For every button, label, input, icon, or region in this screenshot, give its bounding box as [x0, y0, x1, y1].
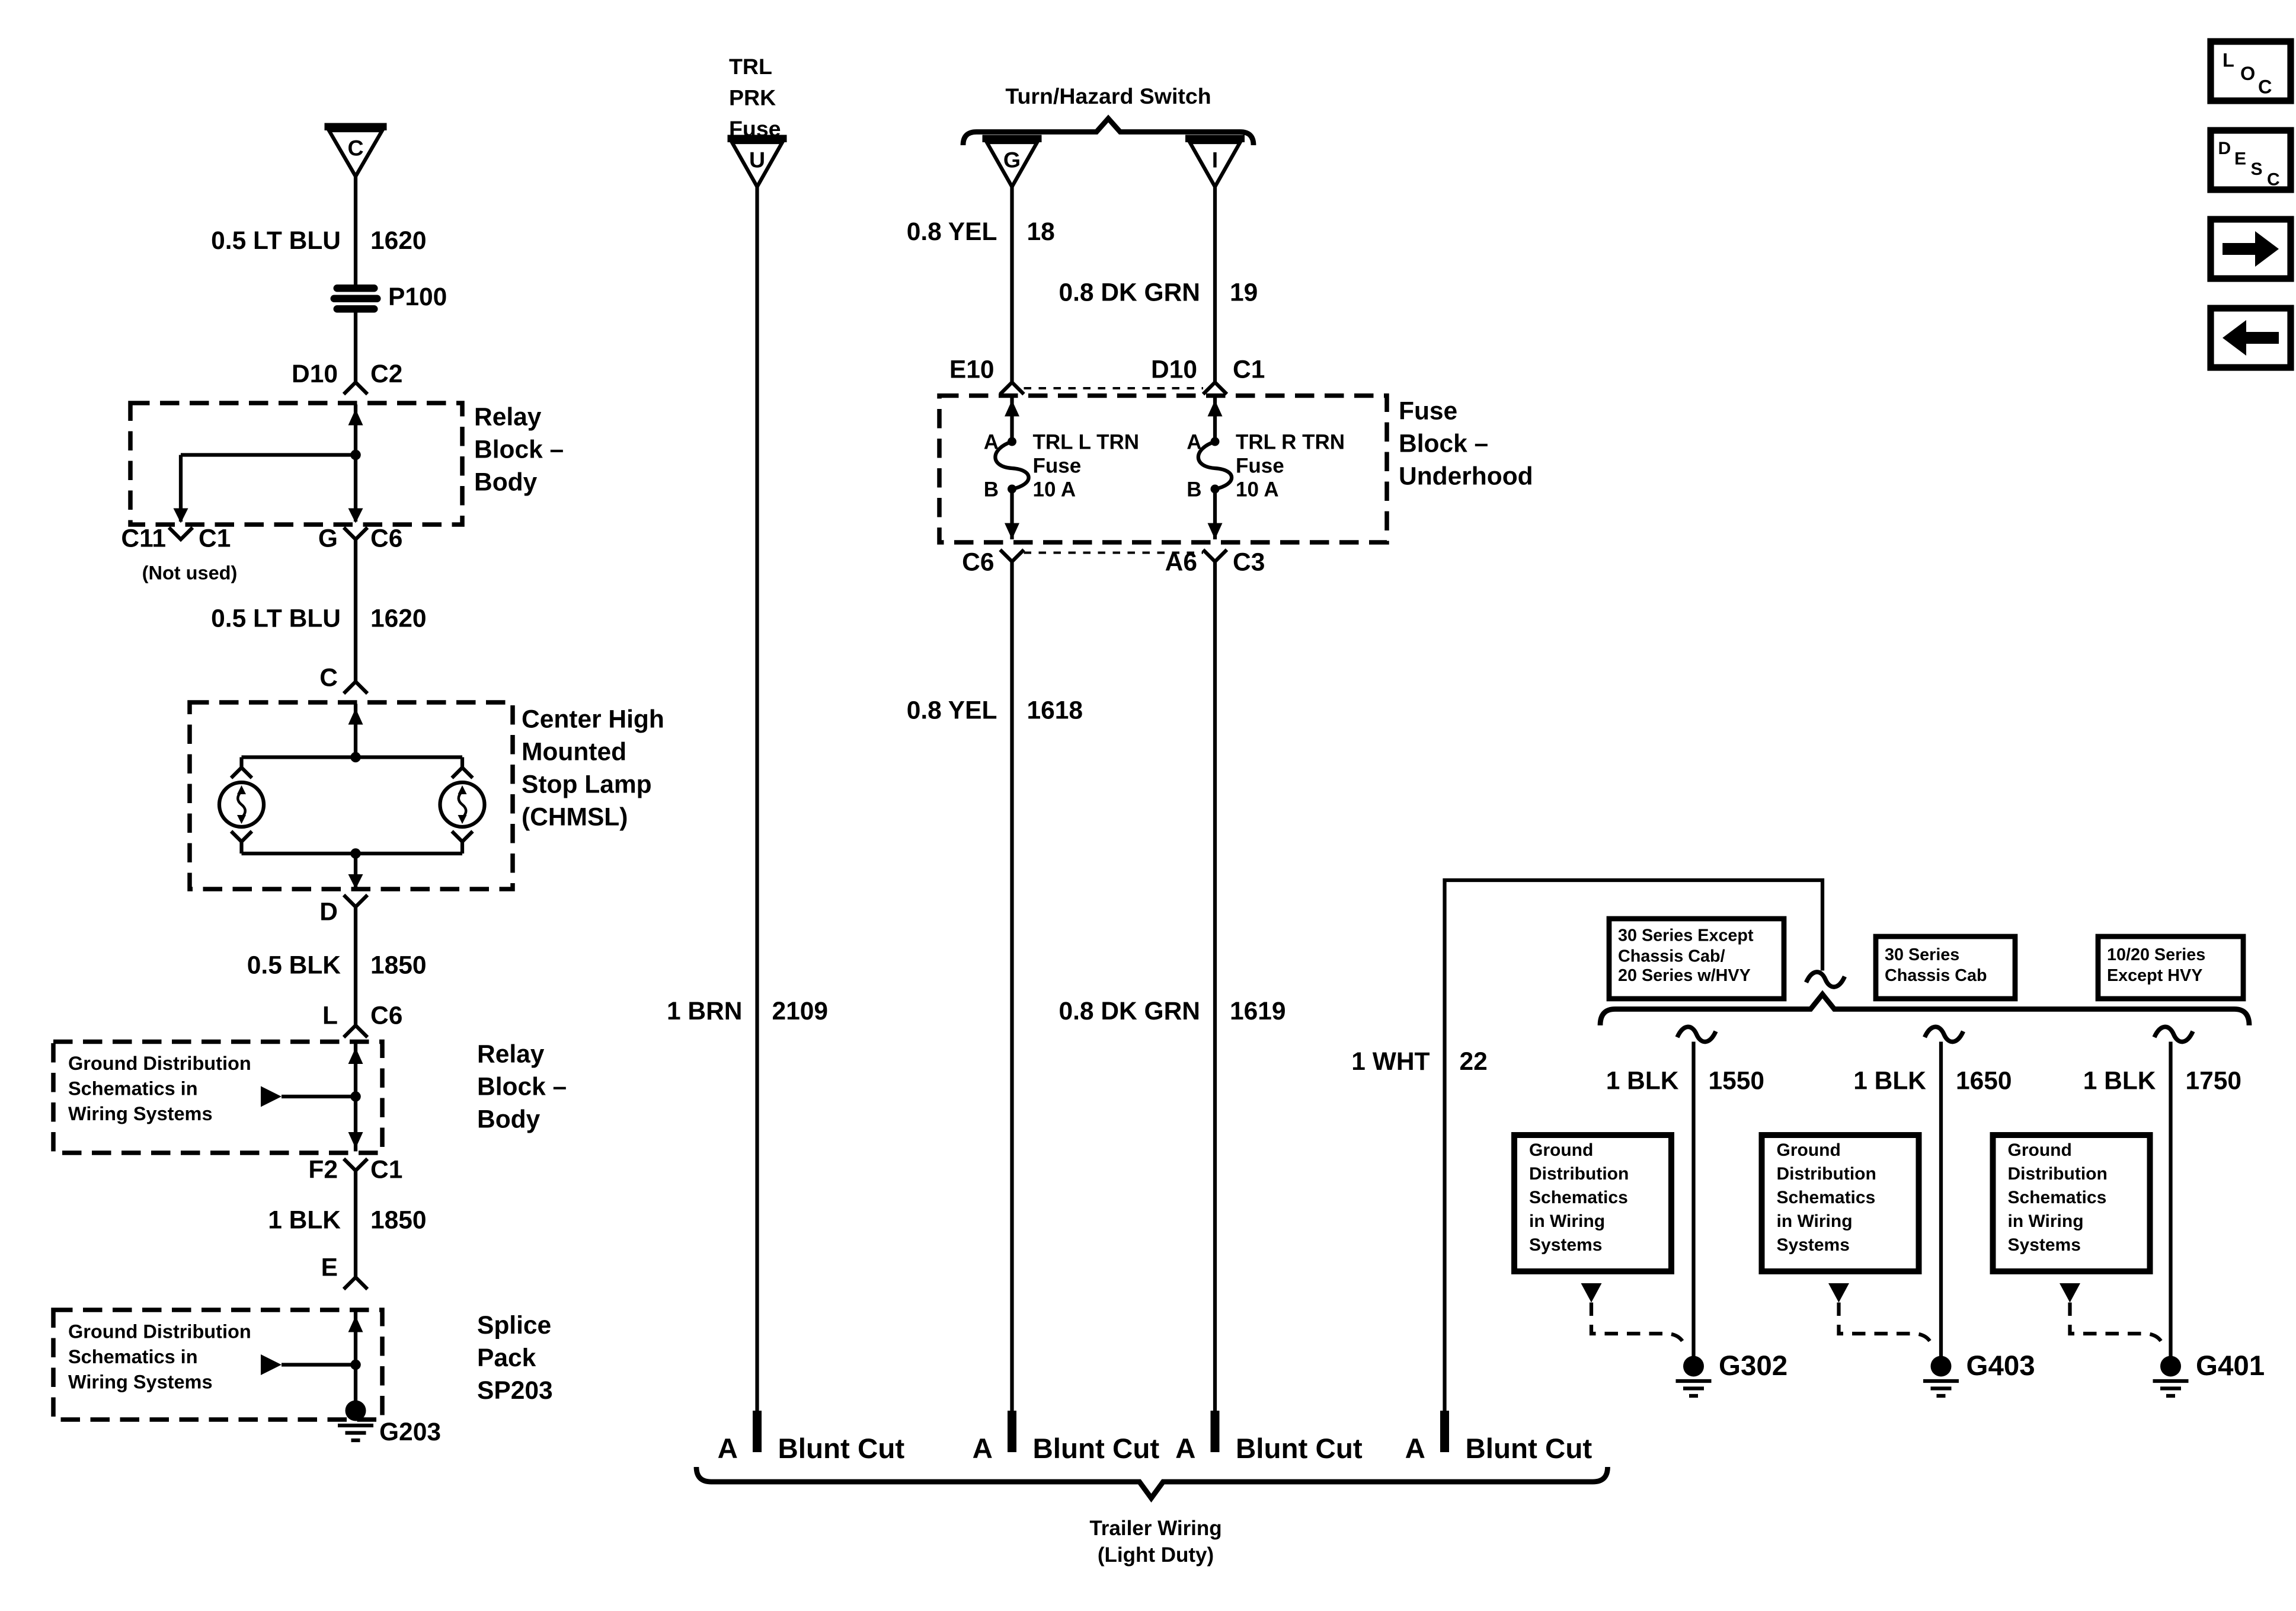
connector-chevron-icon [344, 1159, 367, 1171]
ground-ref-line: Distribution [1529, 1163, 1629, 1184]
pin-label: E10 [949, 356, 994, 384]
connector-chevron-icon [344, 1025, 367, 1037]
nav-buttons [2211, 41, 2291, 367]
wire-color-label: 1 BRN [666, 997, 743, 1025]
pin-label: D10 [292, 360, 338, 388]
left-chain [53, 123, 513, 1441]
wire-color-label: 1 BLK [268, 1206, 341, 1235]
p100-label: P100 [388, 283, 447, 311]
wire-color-label: 0.5 LT BLU [211, 226, 341, 255]
arrow-down-icon [348, 1132, 363, 1149]
connector-c-label: C [347, 136, 364, 162]
connector-chevron-icon [344, 1277, 367, 1289]
wire-color-label: 0.8 DK GRN [1059, 997, 1200, 1025]
arrow-down-icon [348, 509, 363, 523]
fuse-pin-label: A [1187, 430, 1202, 453]
ground-ref-line: Wiring Systems [68, 1102, 213, 1125]
fuse-desc-line: Fuse [1236, 453, 1284, 477]
circuit-number: 1550 [1708, 1067, 1765, 1095]
ground-symbol-g403 [1923, 1356, 1959, 1396]
ref-arrow-down-icon [1581, 1283, 1602, 1303]
pin-label: L [322, 1002, 338, 1030]
loc-button-letter[interactable]: C [2258, 75, 2272, 98]
ref-arrow-down-icon [1828, 1283, 1849, 1303]
circuit-number: 1850 [370, 1206, 427, 1235]
break-squiggle-icon [2154, 1027, 2193, 1041]
blunt-cut-label: Blunt Cut [1032, 1434, 1160, 1466]
desc-button-letter[interactable]: C [2267, 169, 2280, 190]
wire-color-label: 0.5 LT BLU [211, 605, 341, 633]
connector-chevron-icon [1000, 382, 1024, 394]
series-box-line: 30 Series [1885, 947, 1960, 965]
fuse-block-label: Fuse [1399, 397, 1458, 426]
splice-pack-label: Splice [477, 1311, 552, 1340]
ground-ref-line: Ground [1776, 1139, 1841, 1161]
relay-block-label: Relay [477, 1040, 545, 1069]
wire-color-label: 0.5 BLK [247, 951, 341, 980]
fuse-name-line: Fuse [729, 117, 781, 142]
blunt-cut-bar-icon [753, 1411, 762, 1452]
fuse-name-line: PRK [729, 86, 776, 111]
wire-color-label: 1 BLK [1606, 1067, 1679, 1095]
fuse-pin-label: A [983, 430, 999, 453]
fuse-pin-label: B [1187, 477, 1202, 501]
desc-button-letter[interactable]: E [2234, 148, 2247, 169]
pin-label: A6 [1165, 548, 1197, 577]
connector-u-label: U [749, 148, 766, 174]
fuse-block-label: Underhood [1399, 462, 1533, 491]
loc-button-letter[interactable]: L [2223, 49, 2234, 71]
pin-label: C1 [199, 525, 231, 553]
wire-color-label: 1 BLK [2083, 1067, 2156, 1095]
pin-label: C2 [370, 360, 403, 388]
connector-chevron-icon [344, 382, 367, 394]
chmsl-label: Mounted [522, 738, 627, 766]
fuse-block-label: Block – [1399, 430, 1489, 458]
circuit-number: 1750 [2185, 1067, 2242, 1095]
circuit-number: 1850 [370, 951, 427, 980]
series-box-line: Chassis Cab/ [1618, 948, 1725, 966]
p100-grommet-icon [331, 285, 381, 313]
ground-ref-line: Distribution [1776, 1163, 1876, 1184]
ground-ref-line: Schematics [1529, 1187, 1628, 1208]
trailer-wiring-label: Trailer Wiring [1089, 1516, 1222, 1540]
connector-chevron-icon [1203, 550, 1227, 562]
ground-ref-line: Ground Distribution [68, 1320, 251, 1342]
break-squiggle-icon [1677, 1027, 1716, 1041]
pin-label: A [1405, 1434, 1425, 1466]
wire-color-label: 1 BLK [1853, 1067, 1926, 1095]
blunt-cut-bar-icon [1008, 1411, 1016, 1452]
fuse-desc-line: 10 A [1032, 477, 1076, 501]
ground-ref-line: Ground Distribution [68, 1052, 251, 1075]
trl-r-trn-fuse [1198, 397, 1232, 539]
ref-arrow-icon [261, 1354, 282, 1375]
ground-ref-line: Wiring Systems [68, 1370, 213, 1393]
relay-block-label: Body [474, 468, 538, 497]
ground-ref-line: Systems [1776, 1234, 1850, 1255]
splice-pack-label: SP203 [477, 1376, 553, 1405]
break-squiggle-icon [1806, 972, 1845, 987]
fuse-pin-label: B [983, 477, 999, 501]
ground-ref-line: Systems [1529, 1234, 1603, 1255]
pin-label: C6 [370, 525, 403, 553]
ground-name: G302 [1719, 1351, 1788, 1383]
wire-color-label: 0.8 DK GRN [1059, 279, 1200, 307]
ground-ref-line: Schematics in [68, 1077, 198, 1099]
desc-button-letter[interactable]: D [2218, 138, 2231, 159]
ground-name: G403 [1966, 1351, 2035, 1383]
circuit-number: 19 [1230, 279, 1258, 307]
series-box-line: 10/20 Series [2107, 947, 2206, 965]
pin-label: A [717, 1434, 738, 1466]
ground-ref-line: in Wiring [1776, 1210, 1853, 1232]
ground-ref-line: Ground [1529, 1139, 1594, 1161]
trailer-wiring-brace [696, 1467, 1608, 1498]
arrow-up-icon [348, 1048, 363, 1065]
ground-ref-line: Ground [2007, 1139, 2072, 1161]
blunt-cut-label: Blunt Cut [1465, 1434, 1593, 1466]
circuit-number: 2109 [772, 997, 829, 1025]
ground-ref-line: in Wiring [1529, 1210, 1606, 1232]
wire-color-label: 1 WHT [1351, 1047, 1430, 1076]
ground-ref-line: Schematics [2007, 1187, 2107, 1208]
relay-block-label: Relay [474, 403, 542, 431]
series-box-line: 20 Series w/HVY [1618, 967, 1751, 986]
relay-block-label: Block – [474, 436, 564, 464]
blunt-cut-bar-icon [1440, 1411, 1449, 1452]
ref-arrow-icon [261, 1086, 282, 1107]
pin-label: G [318, 525, 338, 553]
ground-ref-line: Schematics in [68, 1345, 198, 1368]
fuse-desc-line: 10 A [1236, 477, 1279, 501]
fuse-desc-line: TRL L TRN [1032, 430, 1140, 453]
ground-ref-line: in Wiring [2007, 1210, 2084, 1232]
circuit-number: 1619 [1230, 997, 1286, 1025]
ground-ref-line: Systems [2007, 1234, 2081, 1255]
bulb-icon [219, 782, 264, 827]
desc-button-letter[interactable]: S [2250, 158, 2263, 180]
blunt-cut-label: Blunt Cut [1236, 1434, 1363, 1466]
pin-label: A [972, 1434, 993, 1466]
blunt-cut-label: Blunt Cut [778, 1434, 905, 1466]
connector-i-label: I [1211, 148, 1219, 174]
turn-hazard-switch-label: Turn/Hazard Switch [1005, 84, 1211, 110]
relay-block-label: Block – [477, 1073, 567, 1101]
ground-name: G401 [2196, 1351, 2265, 1383]
fuse-name-line: TRL [729, 55, 772, 80]
ref-arrow-down-icon [2060, 1283, 2080, 1303]
chmsl-label: (CHMSL) [522, 803, 628, 832]
arrow-up-icon [348, 409, 363, 426]
relay-block-label: Body [477, 1105, 541, 1134]
pin-label: E [321, 1254, 338, 1282]
circuit-number: 1618 [1027, 696, 1083, 725]
arrow-down-icon [174, 509, 188, 523]
blunt-cut-bar-icon [1211, 1411, 1220, 1452]
series-box-line: 30 Series Except [1618, 928, 1754, 945]
splice-pack-label: Pack [477, 1344, 536, 1372]
trailer-wiring-label: (Light Duty) [1097, 1542, 1214, 1567]
circuit-number: 1620 [370, 605, 427, 633]
middle-section [728, 119, 1387, 1411]
break-squiggle-icon [1925, 1027, 1964, 1041]
pin-label: D10 [1151, 356, 1197, 384]
wire-color-label: 0.8 YEL [906, 218, 997, 246]
fuse-desc-line: Fuse [1032, 453, 1082, 477]
arrow-up-icon [348, 708, 363, 725]
not-used-note: (Not used) [142, 561, 238, 584]
pin-label: D [319, 898, 338, 926]
chmsl-label: Stop Lamp [522, 771, 652, 799]
circuit-number: 1620 [370, 226, 427, 255]
wire-color-label: 0.8 YEL [906, 696, 997, 725]
circuit-number: 22 [1459, 1047, 1488, 1076]
pin-label: C6 [370, 1002, 403, 1030]
ground-ref-line: Distribution [2007, 1163, 2108, 1184]
series-box-line: Chassis Cab [1885, 967, 1987, 986]
connector-chevron-icon [344, 895, 367, 907]
chmsl-label: Center High [522, 705, 664, 734]
circuit-number: 1650 [1956, 1067, 2012, 1095]
arrow-up-icon [348, 1316, 363, 1332]
connector-chevron-icon [1000, 550, 1024, 562]
pin-label: C3 [1233, 548, 1265, 577]
pin-label: C11 [121, 525, 166, 553]
ground-name: G203 [379, 1418, 441, 1446]
circuit-number: 18 [1027, 218, 1055, 246]
connector-chevron-icon [169, 528, 193, 539]
pin-label: A [1175, 1434, 1196, 1466]
series-box-line: Except HVY [2107, 967, 2203, 986]
pin-label: C6 [962, 548, 994, 577]
connector-chevron-icon [344, 528, 367, 539]
ground-symbol-g302 [1676, 1356, 1712, 1396]
pin-label: C1 [1233, 356, 1265, 384]
pin-label: C [319, 664, 338, 692]
loc-button-letter[interactable]: O [2240, 62, 2256, 85]
ground-symbol-g401 [2153, 1356, 2189, 1396]
pin-label: F2 [308, 1156, 338, 1184]
trl-l-trn-fuse [995, 397, 1028, 539]
connector-chevron-icon [344, 682, 367, 693]
fuse-desc-line: TRL R TRN [1236, 430, 1345, 453]
ground-ref-line: Schematics [1776, 1187, 1876, 1208]
connector-chevron-icon [1203, 382, 1227, 394]
pin-label: C1 [370, 1156, 403, 1184]
connector-g-label: G [1003, 148, 1021, 174]
bulb-icon [440, 782, 485, 827]
